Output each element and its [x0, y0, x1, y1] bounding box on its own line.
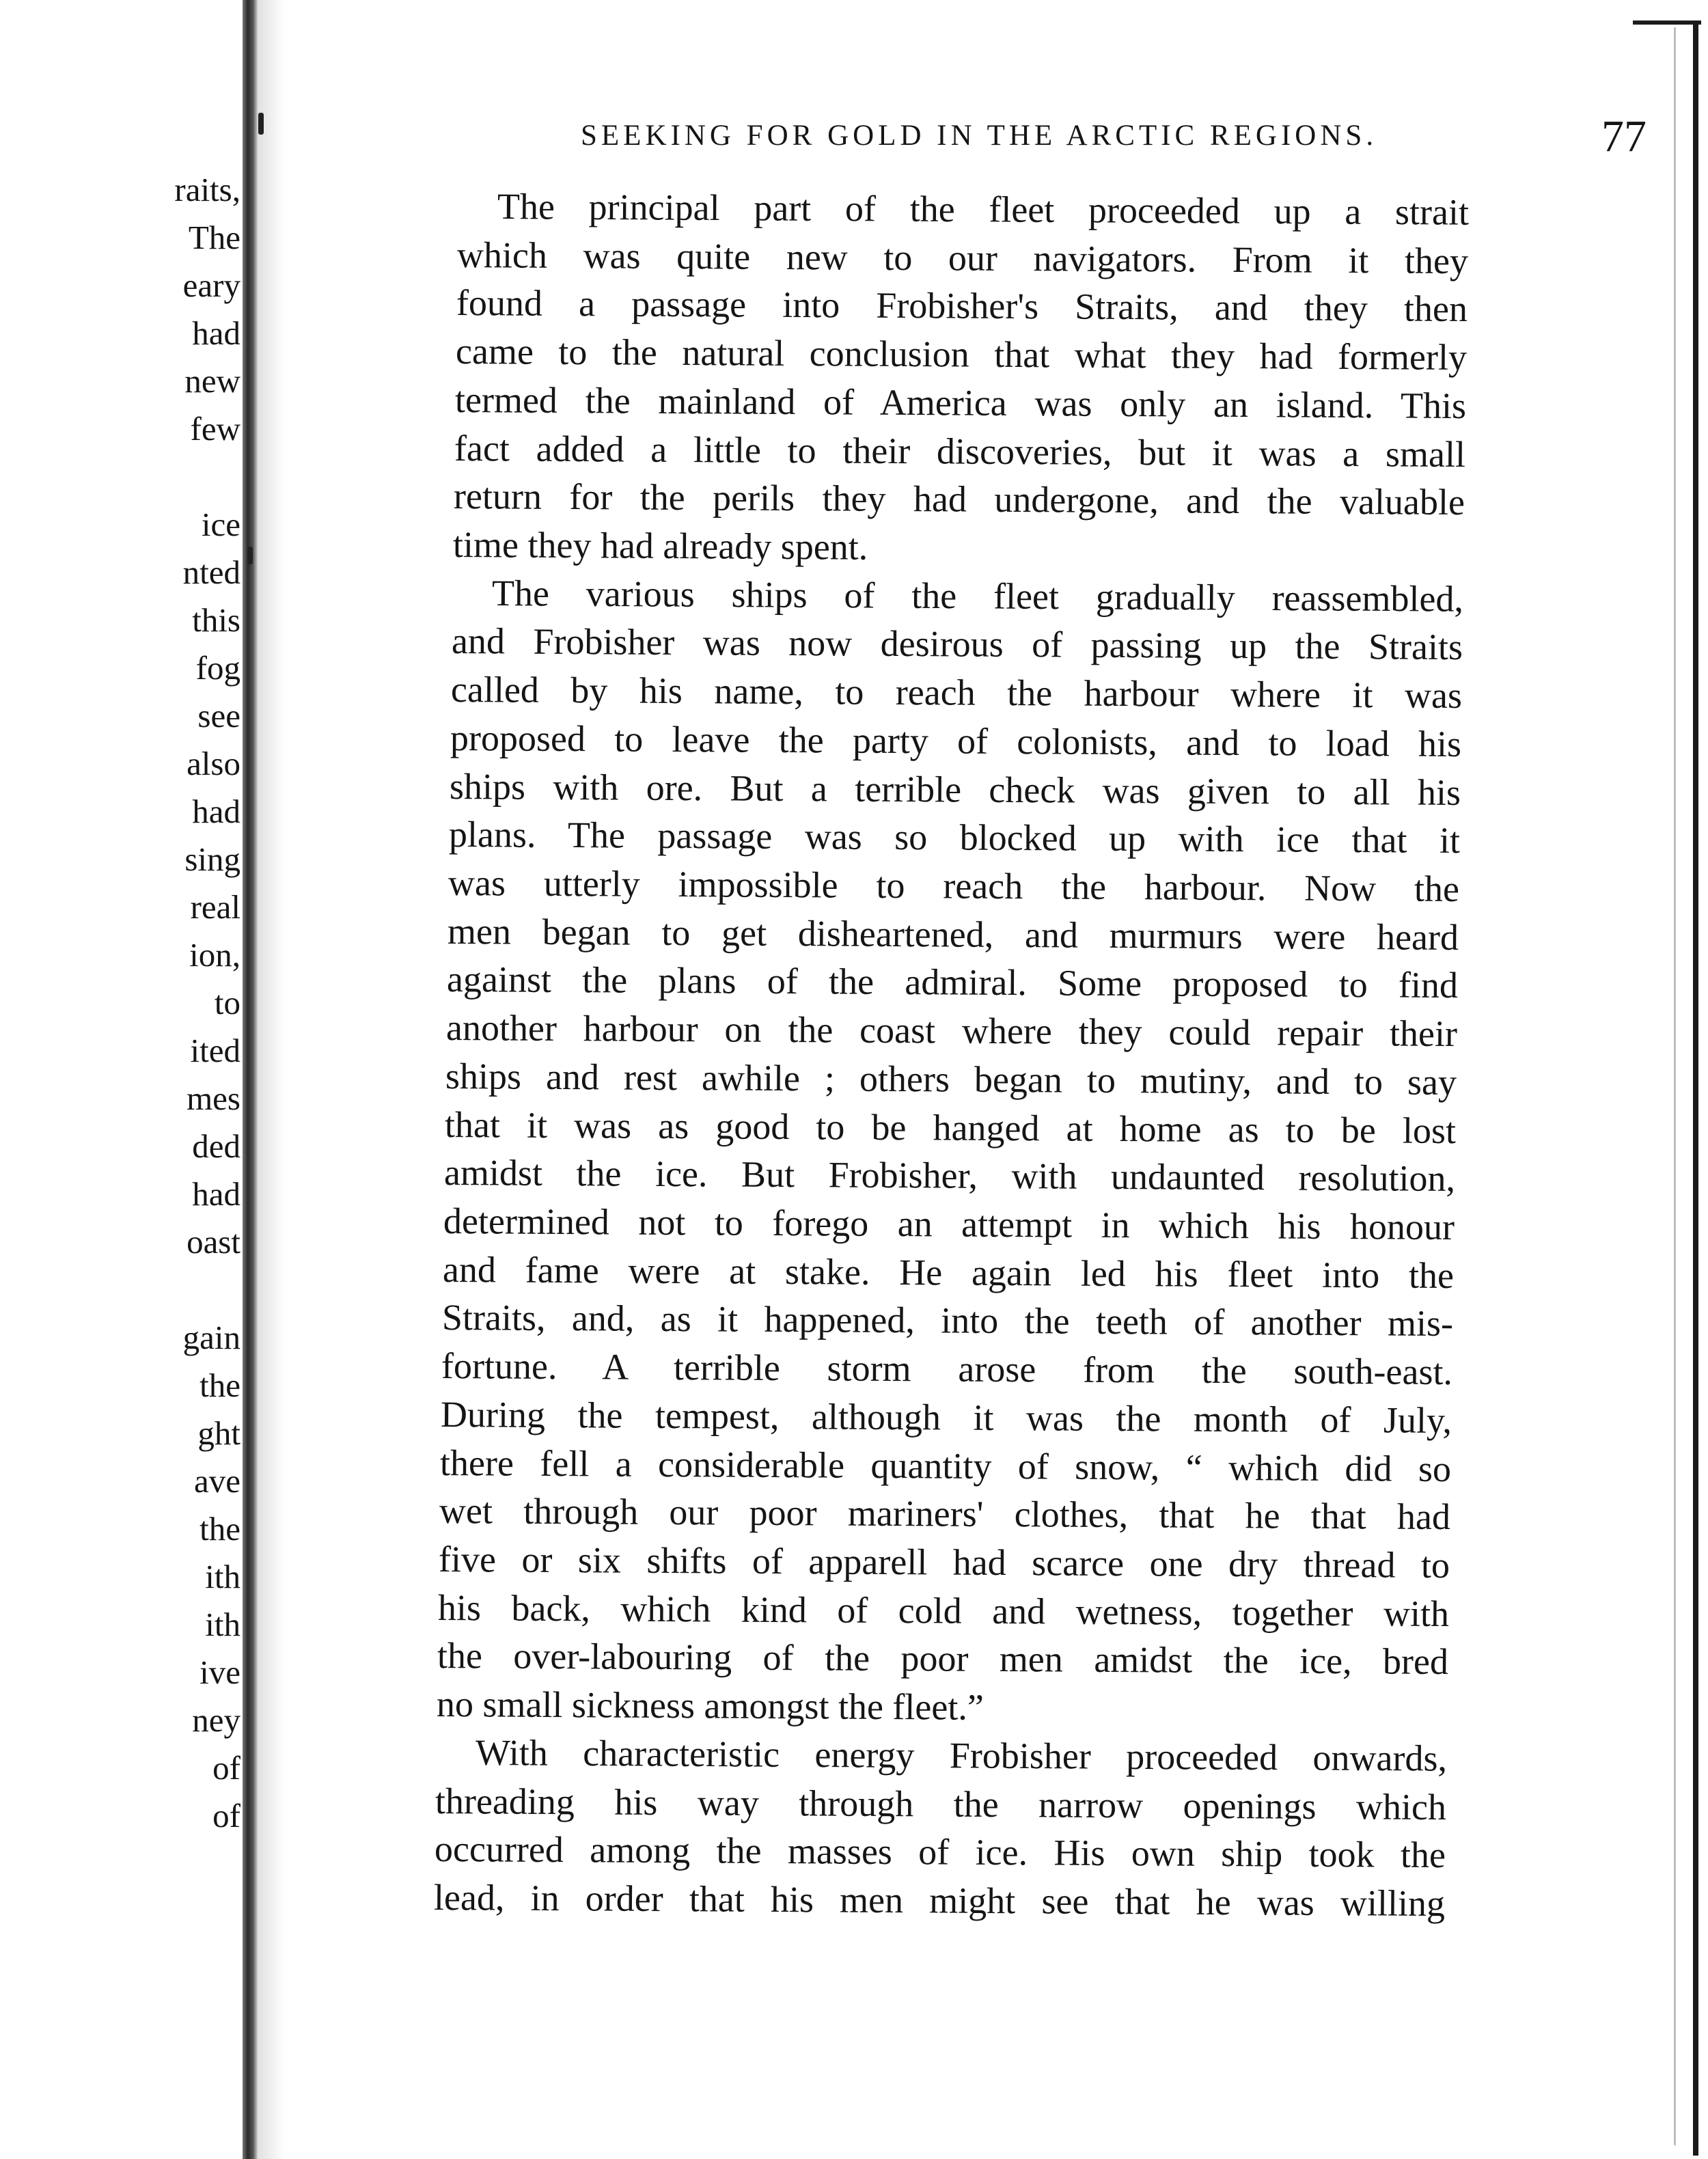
body-line: men began to get disheartened, and murmurs were heard: [447, 910, 1459, 958]
body-line: time they had already spent.: [452, 524, 868, 568]
left-page-line: ive: [199, 1653, 240, 1691]
body-line: threading his way through the narrow openings which: [435, 1780, 1447, 1828]
left-page-line: to: [214, 984, 240, 1021]
right-page: [287, 0, 1667, 2159]
left-page-line: ded: [192, 1127, 240, 1165]
left-page-line: also: [187, 745, 240, 782]
left-page-line: had: [192, 793, 240, 830]
left-page-line: ice: [201, 506, 240, 543]
body-line: amidst the ice. But Frobisher, with undaunted resolution,: [443, 1152, 1456, 1200]
body-line: there fell a considerable quantity of snow, “ which did so: [439, 1442, 1452, 1489]
left-page-line: ited: [190, 1032, 240, 1069]
left-page-line: ith: [205, 1558, 240, 1595]
body-line: another harbour on the coast where they could repair their: [445, 1007, 1458, 1055]
page-edge-top: [1633, 20, 1701, 25]
left-page-line: eary: [182, 266, 240, 304]
body-line: With characteristic energy Frobisher proceeded onwards,: [475, 1731, 1448, 1779]
body-line: was utterly impossible to reach the harbour. Now the: [447, 862, 1460, 910]
body-line: called by his name, to reach the harbour where it was: [450, 669, 1463, 717]
left-page-line: ave: [194, 1462, 240, 1500]
book-gutter: [243, 0, 258, 2159]
body-line: no small sickness amongst the fleet.”: [436, 1683, 984, 1729]
body-line: found a passage into Frobisher's Straits, and they then: [456, 282, 1468, 330]
body-line: and fame were at stake. He again led his fleet into the: [442, 1248, 1455, 1296]
left-page-line: real: [190, 888, 240, 926]
running-title: SEEKING FOR GOLD IN THE ARCTIC REGIONS.: [581, 120, 1378, 152]
left-page-line: The: [188, 219, 240, 256]
left-page-line: of: [212, 1749, 240, 1787]
body-line: against the plans of the admiral. Some proposed to find: [446, 959, 1459, 1006]
body-line: The principal part of the fleet proceeded up a strait: [497, 186, 1470, 233]
body-line: During the tempest, although it was the month of July,: [440, 1393, 1452, 1441]
page-edge-right: [1693, 20, 1698, 2156]
body-line: fact added a little to their discoveries, but it was a small: [454, 427, 1466, 475]
page-number: 77: [1601, 111, 1647, 161]
left-page-line: raits,: [174, 171, 240, 208]
body-line: fortune. A terrible storm arose from the south-east.: [441, 1345, 1453, 1393]
body-line: which was quite new to our navigators. From it they: [456, 234, 1469, 281]
body-line: return for the perils they had undergone, and the valuable: [453, 476, 1465, 523]
body-line: determined not to forego an attempt in which his honour: [443, 1200, 1455, 1248]
left-page-line: fog: [195, 649, 240, 687]
left-page-line: sing: [184, 840, 240, 878]
body-line: termed the mainland of America was only an island. This: [454, 379, 1467, 426]
left-page-line: of: [212, 1797, 240, 1834]
body-line: and Frobisher was now desirous of passing up the Straits: [451, 620, 1463, 668]
page-edge-right-inner: [1674, 27, 1676, 2145]
left-page-line: ght: [197, 1414, 240, 1452]
left-page-line: ith: [205, 1606, 240, 1643]
body-line: ships with ore. But a terrible check was given to all his: [449, 765, 1461, 813]
body-line: The various ships of the fleet gradually reassembled,: [491, 572, 1464, 620]
gutter-shadow: [258, 0, 285, 2159]
left-page-line: few: [190, 410, 240, 448]
left-page-line: gain: [182, 1319, 240, 1356]
left-page-line: had: [192, 314, 240, 352]
left-page-line: nted: [182, 553, 240, 591]
body-line: proposed to leave the party of colonists, and to load his: [450, 717, 1462, 765]
running-head: [581, 111, 1647, 169]
left-page-line: had: [192, 1175, 240, 1213]
body-line: lead, in order that his men might see that he was willing: [433, 1877, 1446, 1925]
body-line: Straits, and, as it happened, into the teeth of another mis-: [441, 1297, 1454, 1345]
body-line: his back, which kind of cold and wetness, together with: [437, 1586, 1450, 1634]
spine-mark: [247, 547, 253, 564]
left-page-line: oast: [187, 1223, 240, 1261]
body-line: plans. The passage was so blocked up with ice that it: [448, 814, 1461, 862]
left-page-line: see: [197, 697, 240, 734]
left-page-fragment: [0, 0, 246, 2159]
body-line: occurred among the masses of ice. His own ship took the: [434, 1828, 1446, 1876]
body-line: that it was as good to be hanged at home as to be lost: [444, 1103, 1457, 1151]
spine-mark: [258, 113, 264, 135]
body-line: came to the natural conclusion that what they had formerly: [455, 331, 1468, 379]
body-line: wet through our poor mariners' clothes, that he that had: [439, 1490, 1451, 1538]
left-page-line: the: [199, 1366, 240, 1404]
left-page-line: ion,: [189, 936, 240, 974]
left-page-line: mes: [187, 1080, 240, 1117]
body-line: five or six shifts of apparell had scarce one dry thread to: [438, 1539, 1450, 1586]
left-page-line: new: [184, 362, 240, 400]
body-line: the over-labouring of the poor men amidst the ice, bred: [437, 1635, 1449, 1683]
left-page-line: the: [199, 1510, 240, 1548]
left-page-line: ney: [192, 1701, 240, 1739]
body-line: ships and rest awhile ; others began to mutiny, and to say: [445, 1055, 1457, 1103]
left-page-line: this: [192, 601, 240, 639]
